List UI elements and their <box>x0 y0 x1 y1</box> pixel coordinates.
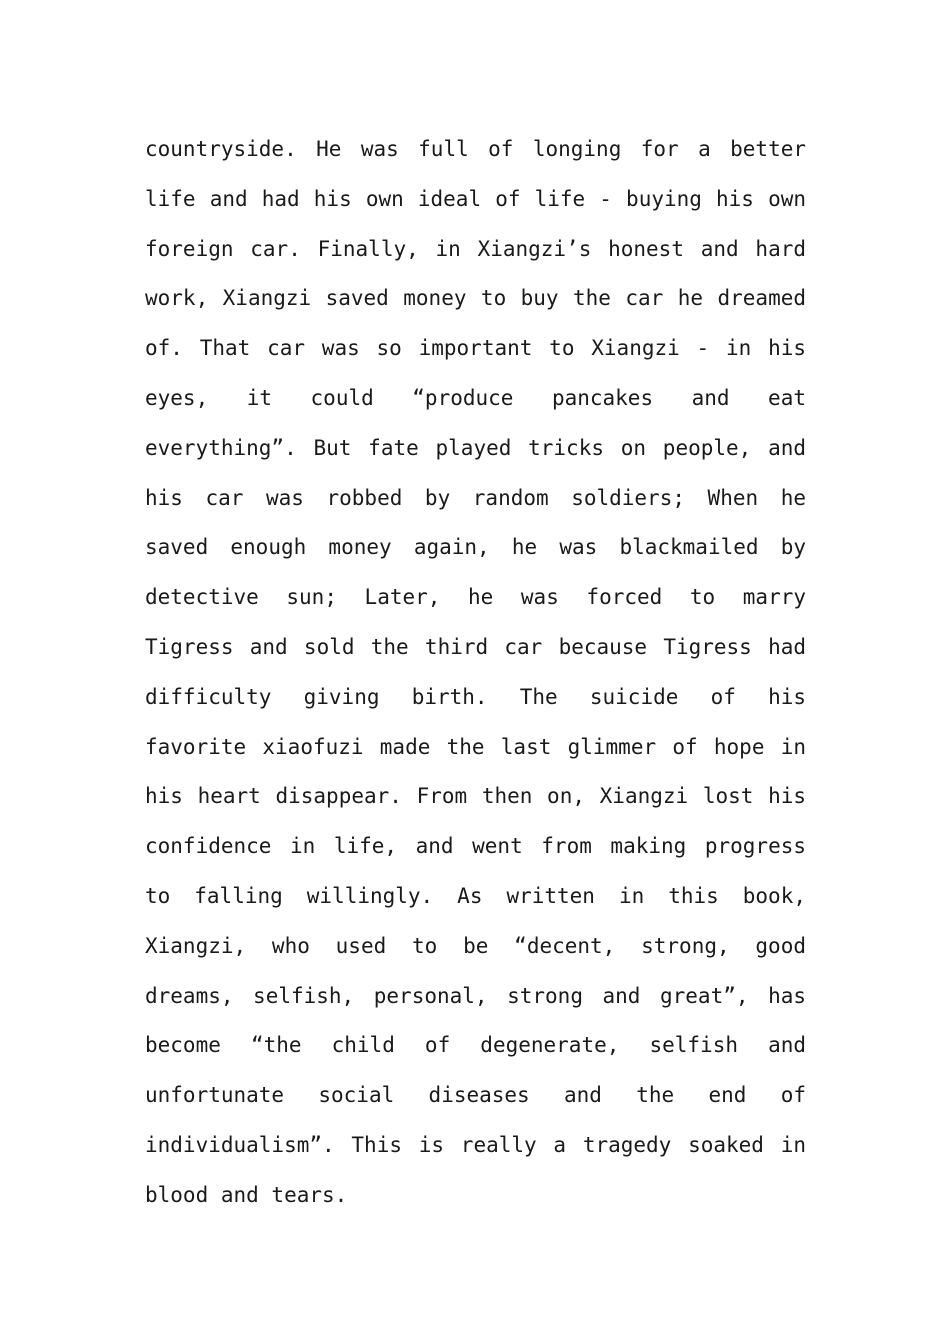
text-line: work, Xiangzi saved money to buy the car he dreamed <box>145 286 806 311</box>
text-line: confidence in life, and went from making progress <box>145 834 806 859</box>
text-line: become “the child of degenerate, selfish and <box>145 1033 806 1058</box>
text-line: to falling willingly. As written in this book, <box>145 883 806 908</box>
text-line: detective sun; Later, he was forced to marry <box>145 585 806 610</box>
text-line: life and had his own ideal of life - buying his own <box>145 186 806 211</box>
text-line: Tigress and sold the third car because Tigress had <box>145 634 806 659</box>
text-line: favorite xiaofuzi made the last glimmer of hope in <box>145 734 806 759</box>
text-line: his heart disappear. From then on, Xiangzi lost his <box>145 784 806 809</box>
body-paragraph <box>145 125 806 1221</box>
text-line: countryside. He was full of longing for a better <box>145 137 806 161</box>
text-line: individualism”. This is really a tragedy soaked in <box>145 1132 806 1157</box>
text-line: difficulty giving birth. The suicide of his <box>145 684 806 709</box>
text-line: unfortunate social diseases and the end of <box>145 1083 806 1108</box>
text-line: dreams, selfish, personal, strong and great”, has <box>145 983 806 1008</box>
text-line: saved enough money again, he was blackmailed by <box>145 535 806 560</box>
text-line: eyes, it could “produce pancakes and eat <box>145 385 806 410</box>
text-line: of. That car was so important to Xiangzi - in his <box>145 336 806 361</box>
text-line-last: blood and tears. <box>145 1182 348 1207</box>
text-line: his car was robbed by random soldiers; When he <box>145 485 806 510</box>
text-line: Xiangzi, who used to be “decent, strong, good <box>145 933 806 958</box>
text-line: everything”. But fate played tricks on people, and <box>145 435 806 460</box>
text-line: foreign car. Finally, in Xiangzi’s honest and hard <box>145 236 806 261</box>
